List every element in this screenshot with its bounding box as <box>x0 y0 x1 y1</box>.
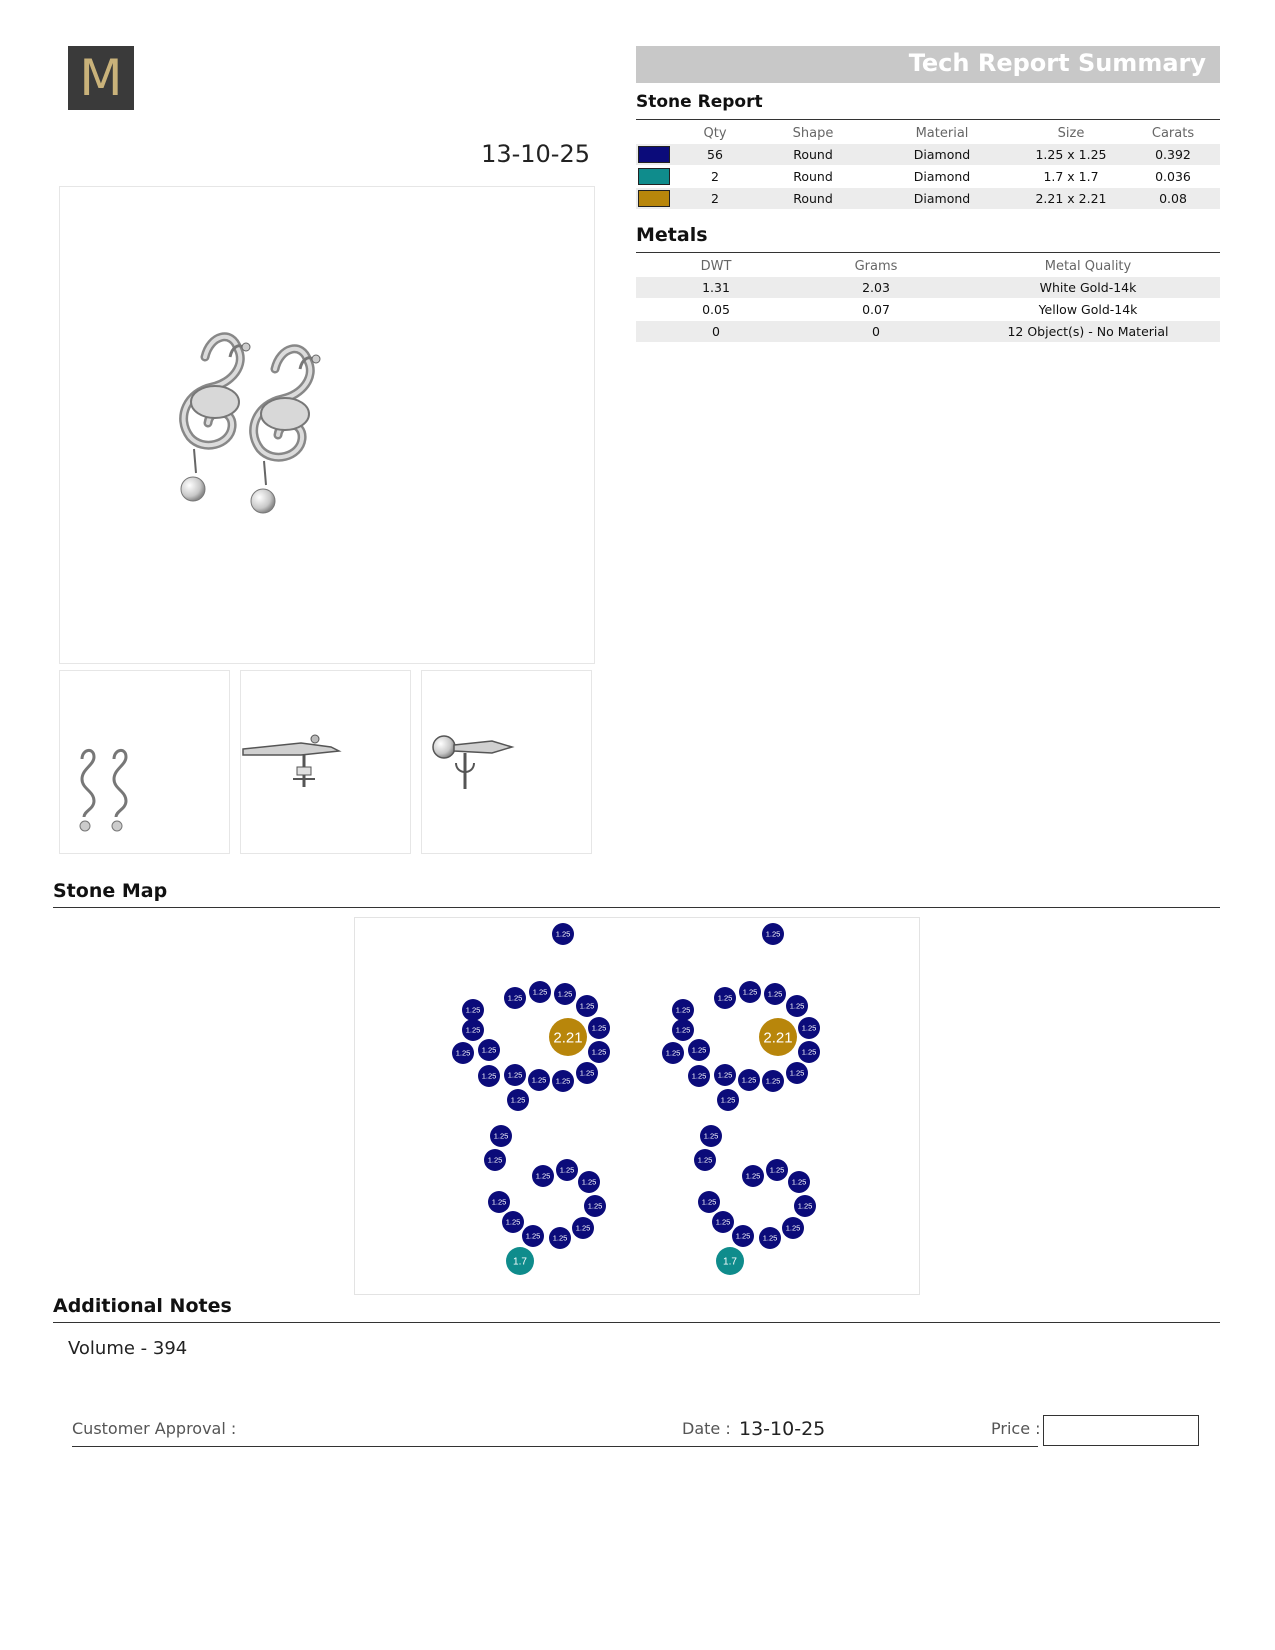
small-stone <box>688 1065 710 1087</box>
small-stone <box>552 1070 574 1092</box>
additional-notes-rule <box>53 1322 1220 1323</box>
small-stone <box>717 1089 739 1111</box>
small-stone-label: 1.25 <box>715 1217 731 1227</box>
metals-row <box>636 321 1220 343</box>
small-stone <box>762 923 784 945</box>
small-stone-label: 1.25 <box>675 1005 691 1015</box>
company-logo <box>68 46 134 110</box>
metals-rule <box>636 252 1220 253</box>
small-stone-label: 1.25 <box>791 1177 807 1187</box>
stone-map-diagram <box>354 917 920 1295</box>
small-stone <box>488 1191 510 1213</box>
small-stone-label: 1.25 <box>507 993 523 1003</box>
small-stone-label: 1.25 <box>552 1233 568 1243</box>
small-stone-label: 1.25 <box>697 1155 713 1165</box>
stone-report-row <box>636 144 1220 166</box>
small-stone <box>714 987 736 1009</box>
small-stone <box>588 1041 610 1063</box>
price-input-box[interactable] <box>1043 1415 1199 1446</box>
small-stone <box>759 1227 781 1249</box>
small-stone <box>507 1089 529 1111</box>
logo-letter: M <box>79 49 123 107</box>
small-stone-label: 1.25 <box>505 1217 521 1227</box>
stone-report-row <box>636 166 1220 188</box>
small-stone <box>528 1069 550 1091</box>
medium-stone-label: 1.7 <box>513 1256 527 1268</box>
additional-notes-title: Additional Notes <box>53 1295 232 1317</box>
stone-qty-cell: 2 <box>672 188 758 210</box>
small-stone <box>798 1041 820 1063</box>
column-header: Material <box>915 125 969 141</box>
stone-color-swatch <box>638 168 670 185</box>
small-stone <box>662 1042 684 1064</box>
small-stone <box>484 1149 506 1171</box>
small-stone <box>462 999 484 1021</box>
small-stone <box>549 1227 571 1249</box>
small-stone-label: 1.25 <box>675 1025 691 1035</box>
metal-dwt-cell: 1.31 <box>636 277 796 299</box>
metal-grams-cell: 0 <box>796 321 956 343</box>
stone-carats-cell: 0.392 <box>1126 144 1220 166</box>
small-stone-label: 1.25 <box>481 1071 497 1081</box>
color-column-header <box>636 122 672 144</box>
stone-material-cell: Diamond <box>868 144 1016 166</box>
small-stone-label: 1.25 <box>510 1095 526 1105</box>
small-stone-label: 1.25 <box>801 1023 817 1033</box>
stone-map-title: Stone Map <box>53 880 168 902</box>
small-stone-label: 1.25 <box>455 1048 471 1058</box>
small-stone-label: 1.25 <box>735 1231 751 1241</box>
small-stone-label: 1.25 <box>767 989 783 999</box>
small-stone <box>794 1195 816 1217</box>
small-stone-label: 1.25 <box>507 1070 523 1080</box>
stone-color-swatch <box>638 146 670 163</box>
small-stone <box>672 1019 694 1041</box>
small-stone-label: 1.25 <box>720 1095 736 1105</box>
small-stone-label: 1.25 <box>535 1171 551 1181</box>
small-stone <box>788 1171 810 1193</box>
small-stone <box>798 1017 820 1039</box>
medium-stone <box>716 1247 744 1275</box>
metal-dwt-cell: 0.05 <box>636 299 796 321</box>
small-stone <box>698 1191 720 1213</box>
small-stone-label: 1.25 <box>559 1165 575 1175</box>
price-label: Price : <box>991 1419 1041 1438</box>
stone-qty-cell: 2 <box>672 166 758 188</box>
small-stone <box>556 1159 578 1181</box>
small-stone <box>732 1225 754 1247</box>
stone-shape-cell: Round <box>758 188 868 210</box>
small-stone <box>532 1165 554 1187</box>
small-stone <box>572 1217 594 1239</box>
small-stone-label: 1.25 <box>493 1131 509 1141</box>
column-header: DWT <box>700 258 732 274</box>
small-stone <box>766 1159 788 1181</box>
stone-material-cell: Diamond <box>868 188 1016 210</box>
small-stone-label: 1.25 <box>591 1047 607 1057</box>
small-stone <box>739 981 761 1003</box>
large-stone <box>759 1018 797 1056</box>
small-stone-label: 1.25 <box>765 1076 781 1086</box>
metal-quality-cell: 12 Object(s) - No Material <box>956 321 1220 343</box>
small-stone <box>552 923 574 945</box>
small-stone <box>478 1039 500 1061</box>
stone-color-cell <box>636 144 672 166</box>
small-stone <box>714 1064 736 1086</box>
small-stone <box>554 983 576 1005</box>
stone-report-header-row <box>636 122 1220 144</box>
small-stone-label: 1.25 <box>481 1045 497 1055</box>
banner-title: Tech Report Summary <box>908 49 1206 77</box>
small-stone-label: 1.25 <box>581 1177 597 1187</box>
large-stone-label: 2.21 <box>763 1029 793 1047</box>
small-stone <box>688 1039 710 1061</box>
small-stone-label: 1.25 <box>532 987 548 997</box>
small-stone <box>742 1165 764 1187</box>
small-stone <box>786 995 808 1017</box>
thumbnail-front-view <box>59 670 230 854</box>
small-stone <box>786 1062 808 1084</box>
customer-approval-label: Customer Approval : <box>72 1419 237 1438</box>
stone-color-swatch <box>638 190 670 207</box>
small-stone <box>578 1171 600 1193</box>
column-header: Grams <box>854 258 898 274</box>
metals-title: Metals <box>636 224 708 246</box>
main-product-image <box>59 186 595 664</box>
small-stone <box>490 1125 512 1147</box>
stone-size-cell: 1.25 x 1.25 <box>1016 144 1126 166</box>
small-stone <box>700 1125 722 1147</box>
metals-table <box>636 255 1220 343</box>
stone-color-cell <box>636 188 672 210</box>
small-stone-label: 1.25 <box>555 929 571 939</box>
small-stone <box>588 1017 610 1039</box>
small-stone <box>502 1211 524 1233</box>
column-header: Metal Quality <box>1044 258 1132 274</box>
earrings-front-icon <box>60 671 229 853</box>
small-stone-label: 1.25 <box>717 993 733 1003</box>
small-stone-label: 1.25 <box>789 1068 805 1078</box>
small-stone-label: 1.25 <box>701 1197 717 1207</box>
large-stone-label: 2.21 <box>553 1029 583 1047</box>
small-stone <box>712 1211 734 1233</box>
small-stone-label: 1.25 <box>691 1045 707 1055</box>
small-stone-label: 1.25 <box>575 1223 591 1233</box>
small-stone <box>478 1065 500 1087</box>
small-stone-label: 1.25 <box>741 1075 757 1085</box>
small-stone <box>694 1149 716 1171</box>
stone-map-svg <box>355 918 919 1294</box>
stone-qty-cell: 56 <box>672 144 758 166</box>
approval-date-value: 13-10-25 <box>739 1418 826 1440</box>
small-stone-label: 1.25 <box>557 989 573 999</box>
thumbnail-back-view <box>421 670 592 854</box>
stone-color-cell <box>636 166 672 188</box>
small-stone-label: 1.25 <box>762 1233 778 1243</box>
metals-header-row <box>636 255 1220 277</box>
small-stone-label: 1.25 <box>769 1165 785 1175</box>
earrings-render-icon <box>60 187 594 663</box>
metals-row <box>636 299 1220 321</box>
medium-stone-label: 1.7 <box>723 1256 737 1268</box>
small-stone <box>576 1062 598 1084</box>
metal-quality-cell: Yellow Gold-14k <box>956 299 1220 321</box>
small-stone-label: 1.25 <box>789 1001 805 1011</box>
small-stone <box>462 1019 484 1041</box>
stone-map-rule <box>53 907 1220 908</box>
stone-report-title: Stone Report <box>636 92 763 112</box>
stone-carats-cell: 0.08 <box>1126 188 1220 210</box>
small-stone <box>504 1064 526 1086</box>
large-stone <box>549 1018 587 1056</box>
small-stone-label: 1.25 <box>765 929 781 939</box>
small-stone <box>529 981 551 1003</box>
metal-grams-cell: 2.03 <box>796 277 956 299</box>
notes-text: Volume - 394 <box>68 1338 188 1359</box>
stone-report-rule <box>636 119 1220 120</box>
small-stone-label: 1.25 <box>717 1070 733 1080</box>
small-stone-label: 1.25 <box>555 1076 571 1086</box>
small-stone-label: 1.25 <box>525 1231 541 1241</box>
report-date: 13-10-25 <box>481 140 590 168</box>
small-stone <box>764 983 786 1005</box>
small-stone-label: 1.25 <box>665 1048 681 1058</box>
column-header: Size <box>1057 125 1085 141</box>
small-stone-label: 1.25 <box>801 1047 817 1057</box>
approval-date-label: Date : <box>682 1419 731 1438</box>
small-stone <box>584 1195 606 1217</box>
stone-carats-cell: 0.036 <box>1126 166 1220 188</box>
thumbnail-side-view <box>240 670 411 854</box>
small-stone-label: 1.25 <box>745 1171 761 1181</box>
small-stone-label: 1.25 <box>742 987 758 997</box>
stone-report-row <box>636 188 1220 210</box>
small-stone-label: 1.25 <box>491 1197 507 1207</box>
stone-material-cell: Diamond <box>868 166 1016 188</box>
metal-dwt-cell: 0 <box>636 321 796 343</box>
small-stone <box>504 987 526 1009</box>
stone-report-table <box>636 122 1220 210</box>
small-stone-label: 1.25 <box>797 1201 813 1211</box>
small-stone-label: 1.25 <box>465 1005 481 1015</box>
approval-signature-line <box>72 1446 1038 1447</box>
metal-grams-cell: 0.07 <box>796 299 956 321</box>
small-stone <box>782 1217 804 1239</box>
metal-quality-cell: White Gold-14k <box>956 277 1220 299</box>
metals-row <box>636 277 1220 299</box>
column-header: Carats <box>1151 125 1195 141</box>
small-stone <box>522 1225 544 1247</box>
stone-shape-cell: Round <box>758 166 868 188</box>
column-header: Shape <box>792 125 834 141</box>
small-stone-label: 1.25 <box>591 1023 607 1033</box>
summary-banner <box>636 46 1220 83</box>
small-stone-label: 1.25 <box>531 1075 547 1085</box>
column-header: Qty <box>703 125 727 141</box>
small-stone <box>452 1042 474 1064</box>
small-stone <box>672 999 694 1021</box>
stone-shape-cell: Round <box>758 144 868 166</box>
earring-back-icon <box>422 671 591 853</box>
small-stone-label: 1.25 <box>785 1223 801 1233</box>
earring-side-icon <box>241 671 410 853</box>
medium-stone <box>506 1247 534 1275</box>
small-stone <box>738 1069 760 1091</box>
small-stone-label: 1.25 <box>487 1155 503 1165</box>
small-stone <box>762 1070 784 1092</box>
small-stone-label: 1.25 <box>579 1001 595 1011</box>
small-stone-label: 1.25 <box>703 1131 719 1141</box>
stone-size-cell: 2.21 x 2.21 <box>1016 188 1126 210</box>
stone-size-cell: 1.7 x 1.7 <box>1016 166 1126 188</box>
small-stone-label: 1.25 <box>465 1025 481 1035</box>
small-stone-label: 1.25 <box>587 1201 603 1211</box>
small-stone <box>576 995 598 1017</box>
small-stone-label: 1.25 <box>691 1071 707 1081</box>
small-stone-label: 1.25 <box>579 1068 595 1078</box>
